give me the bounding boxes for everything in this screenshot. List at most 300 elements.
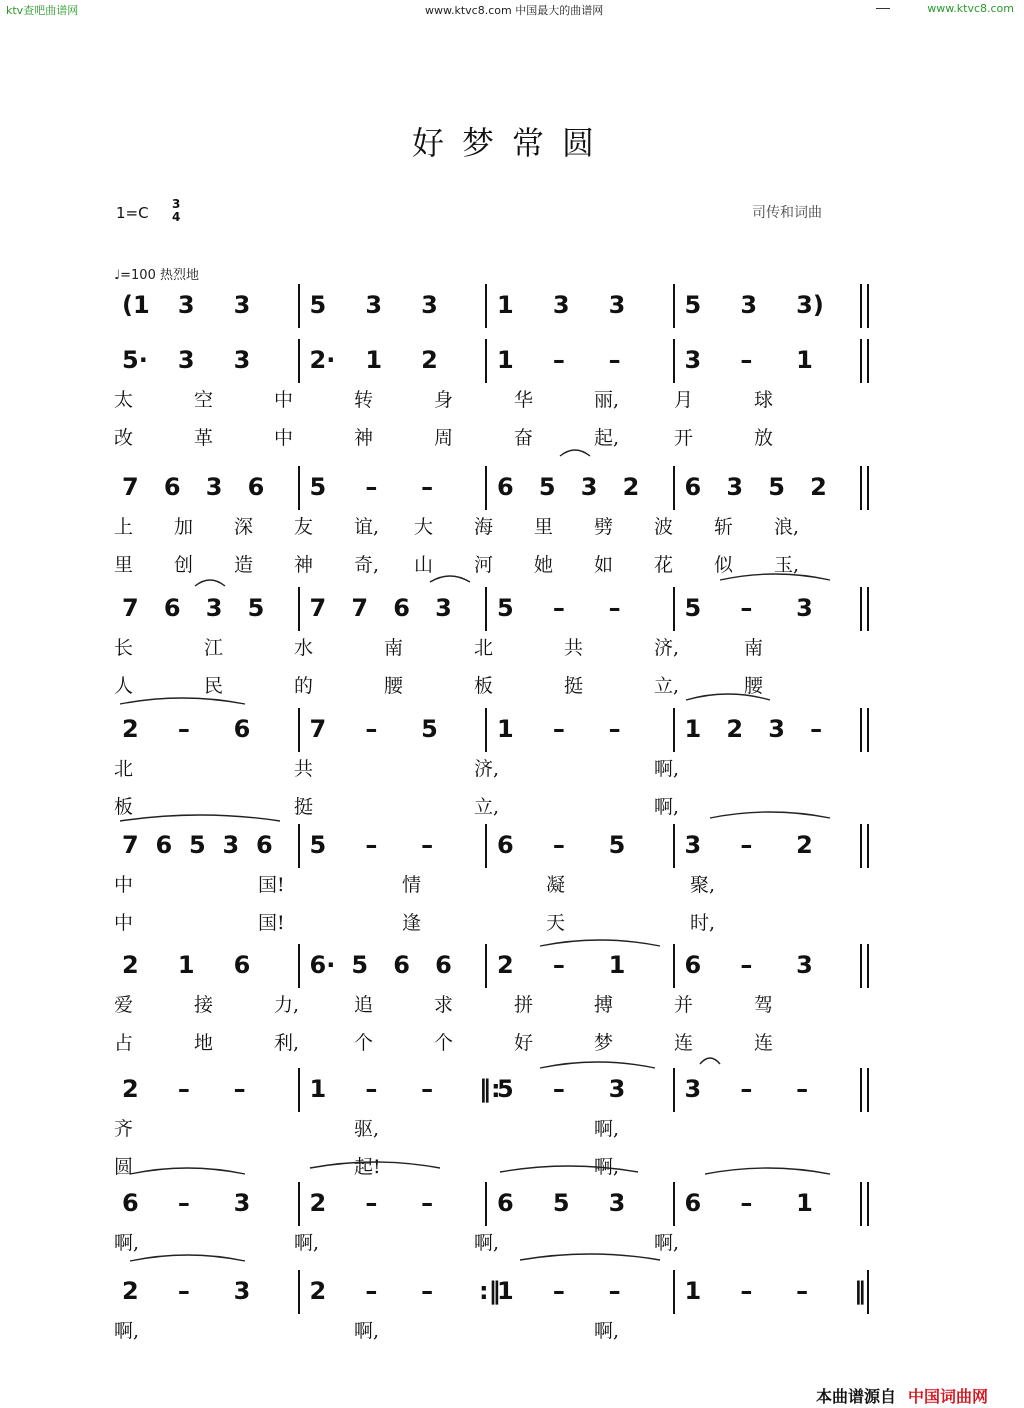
note: 6 xyxy=(435,951,452,979)
note: 7 xyxy=(122,473,139,501)
note: 1 xyxy=(365,346,383,374)
note: 5 xyxy=(768,473,785,501)
note: 1 xyxy=(497,1277,514,1305)
lyric-syllable: 里 xyxy=(534,516,554,538)
lyric-syllable: 南 xyxy=(384,637,404,659)
lyric-syllable: 太 xyxy=(114,389,134,411)
note: – xyxy=(421,473,434,501)
note: 6 xyxy=(122,1189,139,1217)
note: 3 xyxy=(796,594,813,622)
barline xyxy=(860,284,862,328)
lyric-syllable: 搏 xyxy=(594,994,614,1016)
lyric-syllable: 挺 xyxy=(564,675,584,697)
lyric-syllable: 啊, xyxy=(654,796,680,818)
lyric-syllable: 北 xyxy=(474,637,494,659)
barline xyxy=(673,708,675,752)
note: 2 xyxy=(309,1189,327,1217)
note: 3 xyxy=(205,594,223,622)
barline xyxy=(860,1182,862,1226)
barline xyxy=(298,284,300,328)
author-credit: 司传和词曲 xyxy=(752,205,822,221)
barline xyxy=(860,944,862,988)
lyric-syllable: 啊, xyxy=(594,1320,620,1342)
lyric-syllable: 天 xyxy=(546,912,566,934)
barline xyxy=(860,1068,862,1112)
note: – xyxy=(552,715,565,743)
score-row xyxy=(0,830,1024,960)
note: 2 xyxy=(122,1277,139,1305)
lyric-syllable: 好 xyxy=(514,1032,534,1054)
lyric-syllable: 齐 xyxy=(114,1118,134,1140)
note: 2 xyxy=(122,715,139,743)
note: – xyxy=(740,1277,753,1305)
barline xyxy=(673,824,675,868)
tempo-marking: ♩=100 热烈地 xyxy=(114,268,199,283)
note: 5 xyxy=(247,594,265,622)
note: 3 xyxy=(233,1189,251,1217)
note: 6 xyxy=(247,473,265,501)
lyric-syllable: 神 xyxy=(294,554,314,576)
lyric-syllable: 球 xyxy=(754,389,774,411)
lyric-syllable: 凝 xyxy=(546,874,566,896)
note: 5· xyxy=(122,346,148,374)
barline xyxy=(298,339,300,383)
note: 3 xyxy=(365,291,383,319)
lyric-syllable: 啊, xyxy=(594,1156,620,1178)
lyric-syllable: 她 xyxy=(534,554,554,576)
note: 6 xyxy=(163,473,181,501)
lyric-syllable: 浪, xyxy=(774,516,800,538)
lyric-syllable: 驾 xyxy=(754,994,774,1016)
lyric-syllable: 深 xyxy=(234,516,254,538)
lyric-syllable: 丽, xyxy=(594,389,620,411)
note: – xyxy=(365,1075,378,1103)
note: – xyxy=(365,831,378,859)
lyric-syllable: 月 xyxy=(674,389,694,411)
note: 5 xyxy=(552,1189,570,1217)
note: 1 xyxy=(796,346,813,374)
score-row xyxy=(0,950,1024,1080)
note: 3 xyxy=(796,951,813,979)
lyric-syllable: 求 xyxy=(434,994,454,1016)
note: 3 xyxy=(233,291,251,319)
lyric-syllable: 海 xyxy=(474,516,494,538)
barline xyxy=(485,587,487,631)
lyric-syllable: 啊, xyxy=(114,1232,140,1254)
lyric-syllable: 水 xyxy=(294,637,314,659)
lyric-syllable: 的 xyxy=(294,675,314,697)
lyric-syllable: 斩 xyxy=(714,516,734,538)
note: 6 xyxy=(497,1189,514,1217)
footer-source xyxy=(816,1384,988,1407)
footer-site[interactable]: 中国词曲网 xyxy=(908,1387,989,1406)
barline xyxy=(298,824,300,868)
note: 5 xyxy=(309,291,327,319)
lyric-syllable: 里 xyxy=(114,554,134,576)
lyric-syllable: 谊, xyxy=(354,516,380,538)
note: 2· xyxy=(309,346,336,374)
lyric-syllable: 国! xyxy=(258,912,285,934)
lyric-syllable: 中 xyxy=(114,874,134,896)
note: 2 xyxy=(421,346,438,374)
lyric-syllable: 地 xyxy=(194,1032,214,1054)
note: 5 xyxy=(189,831,206,859)
note: 6 xyxy=(684,473,702,501)
note: 3 xyxy=(768,715,785,743)
note: 3 xyxy=(740,291,758,319)
note: 6 xyxy=(393,951,410,979)
note: 2 xyxy=(726,715,744,743)
note: 6 xyxy=(684,951,702,979)
lyric-syllable: 山 xyxy=(414,554,434,576)
time-signature xyxy=(172,198,180,224)
note: 7 xyxy=(122,831,139,859)
lyric-syllable: 啊, xyxy=(594,1118,620,1140)
barline xyxy=(860,587,862,631)
note: 3) xyxy=(796,291,824,319)
lyric-syllable: 开 xyxy=(674,427,694,449)
note-line xyxy=(114,830,884,870)
lyric-syllable: 长 xyxy=(114,637,134,659)
note: 3 xyxy=(684,831,702,859)
score-row xyxy=(0,593,1024,723)
note: – xyxy=(421,1075,434,1103)
note: 5 xyxy=(684,594,702,622)
note: – xyxy=(552,346,565,374)
note: – xyxy=(421,831,434,859)
note: – xyxy=(740,951,753,979)
score-row xyxy=(0,345,1024,475)
note: 6 xyxy=(684,1189,702,1217)
lyric-syllable: 腰 xyxy=(744,675,764,697)
barline xyxy=(860,339,862,383)
note-line xyxy=(114,1188,884,1228)
lyric-syllable: 劈 xyxy=(594,516,614,538)
note: – xyxy=(177,715,190,743)
lyric-syllable: 花 xyxy=(654,554,674,576)
note-line xyxy=(114,593,884,633)
lyric-syllable: 时, xyxy=(690,912,716,934)
lyric-syllable: 中 xyxy=(274,427,294,449)
note: 1 xyxy=(796,1189,813,1217)
barline xyxy=(298,944,300,988)
note-line xyxy=(114,714,884,754)
note: – xyxy=(177,1277,190,1305)
lyric-syllable: 啊, xyxy=(654,1232,680,1254)
lyric-syllable: 挺 xyxy=(294,796,314,818)
lyric-syllable: 利, xyxy=(274,1032,300,1054)
note: 3 xyxy=(684,1075,702,1103)
lyric-syllable: 力, xyxy=(274,994,300,1016)
lyric-syllable: 创 xyxy=(174,554,194,576)
note: – xyxy=(796,1277,809,1305)
barline xyxy=(485,1182,487,1226)
note: – xyxy=(421,1277,434,1305)
barline xyxy=(298,1270,300,1314)
note: – xyxy=(177,1075,190,1103)
lyric-syllable: 起! xyxy=(354,1156,381,1178)
lyric-syllable: 周 xyxy=(434,427,454,449)
note: 7 xyxy=(351,594,369,622)
lyric-syllable: 奇, xyxy=(354,554,380,576)
lyric-syllable: 啊, xyxy=(294,1232,320,1254)
note: – xyxy=(608,1277,621,1305)
lyric-syllable: 驱, xyxy=(354,1118,380,1140)
lyric-syllable: 占 xyxy=(114,1032,134,1054)
note: 3 xyxy=(177,291,195,319)
repeat-barline: ‖: xyxy=(479,1075,501,1103)
lyric-syllable: 啊, xyxy=(474,1232,500,1254)
note: 3 xyxy=(233,346,251,374)
barline xyxy=(298,1182,300,1226)
lyric-syllable: 波 xyxy=(654,516,674,538)
note: 3 xyxy=(222,831,240,859)
note: 3 xyxy=(580,473,598,501)
note: 5 xyxy=(608,831,626,859)
note: 7 xyxy=(122,594,139,622)
lyric-syllable: 改 xyxy=(114,427,134,449)
note: – xyxy=(552,1277,565,1305)
note: 3 xyxy=(684,346,702,374)
note: 3 xyxy=(205,473,223,501)
barline xyxy=(485,284,487,328)
lyric-syllable: 中 xyxy=(274,389,294,411)
lyric-syllable: 啊, xyxy=(654,758,680,780)
lyric-syllable: 玉, xyxy=(774,554,800,576)
note: 5 xyxy=(309,473,327,501)
note: – xyxy=(365,1277,378,1305)
note: 5 xyxy=(351,951,369,979)
lyric-syllable: 板 xyxy=(474,675,494,697)
lyric-syllable: 民 xyxy=(204,675,224,697)
lyric-syllable: 立, xyxy=(654,675,680,697)
lyric-syllable: 啊, xyxy=(354,1320,380,1342)
barline xyxy=(673,587,675,631)
lyric-syllable: 接 xyxy=(194,994,214,1016)
note: – xyxy=(740,346,753,374)
note-line xyxy=(114,1276,884,1316)
barline xyxy=(485,944,487,988)
lyric-syllable: 河 xyxy=(474,554,494,576)
lyric-syllable: 并 xyxy=(674,994,694,1016)
score-row xyxy=(0,714,1024,844)
note: – xyxy=(796,1075,809,1103)
repeat-barline: :‖ xyxy=(479,1277,501,1305)
note: 3 xyxy=(552,291,570,319)
note: 5 xyxy=(309,831,327,859)
lyric-syllable: 放 xyxy=(754,427,774,449)
note: 5 xyxy=(497,594,514,622)
note-line xyxy=(114,345,884,385)
lyric-syllable: 连 xyxy=(674,1032,694,1054)
lyric-syllable: 加 xyxy=(174,516,194,538)
note: 3 xyxy=(435,594,452,622)
lyric-syllable: 上 xyxy=(114,516,134,538)
lyric-syllable: 济, xyxy=(474,758,500,780)
lyric-syllable: 情 xyxy=(402,874,422,896)
meter-bottom: 4 xyxy=(172,210,181,224)
note: 1 xyxy=(684,715,702,743)
note: 1 xyxy=(497,291,514,319)
note: 6 xyxy=(155,831,173,859)
barline xyxy=(673,466,675,510)
note: 3 xyxy=(608,1189,626,1217)
lyric-syllable: 如 xyxy=(594,554,614,576)
header-rule xyxy=(876,8,890,9)
note: 6 xyxy=(256,831,273,859)
lyric-syllable: 人 xyxy=(114,675,134,697)
note: 1 xyxy=(684,1277,702,1305)
note: 2 xyxy=(810,473,827,501)
lyric-syllable: 板 xyxy=(114,796,134,818)
note-line xyxy=(114,950,884,990)
header-right-url[interactable]: www.ktvc8.com xyxy=(927,2,1014,15)
barline xyxy=(485,466,487,510)
note: – xyxy=(177,1189,190,1217)
lyric-syllable: 爱 xyxy=(114,994,134,1016)
lyric-syllable: 友 xyxy=(294,516,314,538)
key-signature: 1=C xyxy=(116,204,149,222)
note: 3 xyxy=(608,1075,626,1103)
lyric-syllable: 共 xyxy=(564,637,584,659)
note: – xyxy=(233,1075,246,1103)
note: 2 xyxy=(122,1075,139,1103)
lyric-syllable: 造 xyxy=(234,554,254,576)
barline xyxy=(673,1270,675,1314)
lyric-syllable: 立, xyxy=(474,796,500,818)
note: 5 xyxy=(684,291,702,319)
note: 2 xyxy=(796,831,813,859)
note: – xyxy=(740,1189,753,1217)
lyric-syllable: 逢 xyxy=(402,912,422,934)
note: – xyxy=(552,951,565,979)
note: 1 xyxy=(497,346,514,374)
note: – xyxy=(365,1189,378,1217)
note: 6 xyxy=(163,594,181,622)
note: 6 xyxy=(497,831,514,859)
barline xyxy=(298,466,300,510)
note: 6 xyxy=(393,594,410,622)
lyric-syllable: 大 xyxy=(414,516,434,538)
header-left-watermark[interactable]: ktv查吧曲谱网 xyxy=(6,4,79,17)
note-line xyxy=(114,472,884,512)
footer-prefix: 本曲谱源自 xyxy=(816,1387,897,1406)
lyric-syllable: 南 xyxy=(744,637,764,659)
note-line xyxy=(114,290,884,330)
note: 3 xyxy=(608,291,626,319)
lyric-syllable: 奋 xyxy=(514,427,534,449)
note: 6 xyxy=(233,951,251,979)
note: 7 xyxy=(309,715,327,743)
note: 5 xyxy=(421,715,438,743)
note: – xyxy=(810,715,823,743)
barline xyxy=(860,466,862,510)
note: 3 xyxy=(177,346,195,374)
lyric-syllable: 江 xyxy=(204,637,224,659)
note: 1 xyxy=(608,951,626,979)
note: – xyxy=(608,346,621,374)
note: 2 xyxy=(309,1277,327,1305)
note: 7 xyxy=(309,594,327,622)
lyric-syllable: 身 xyxy=(434,389,454,411)
lyric-syllable: 腰 xyxy=(384,675,404,697)
note: (1 xyxy=(122,291,150,319)
lyric-syllable: 革 xyxy=(194,427,214,449)
note: – xyxy=(365,473,378,501)
score-row xyxy=(0,472,1024,602)
lyric-syllable: 似 xyxy=(714,554,734,576)
lyric-syllable: 国! xyxy=(258,874,285,896)
lyric-syllable: 共 xyxy=(294,758,314,780)
note: – xyxy=(552,831,565,859)
barline xyxy=(485,824,487,868)
barline xyxy=(860,824,862,868)
barline xyxy=(860,708,862,752)
barline xyxy=(485,708,487,752)
barline xyxy=(485,339,487,383)
lyric-syllable: 空 xyxy=(194,389,214,411)
note: 6 xyxy=(233,715,251,743)
note: 1 xyxy=(177,951,195,979)
note: – xyxy=(608,715,621,743)
lyric-syllable: 中 xyxy=(114,912,134,934)
barline xyxy=(298,1068,300,1112)
note: – xyxy=(552,1075,565,1103)
note-line xyxy=(114,1074,884,1114)
note: 3 xyxy=(233,1277,251,1305)
note: 3 xyxy=(726,473,744,501)
note: 2 xyxy=(497,951,514,979)
barline xyxy=(298,708,300,752)
note: – xyxy=(421,1189,434,1217)
note: 1 xyxy=(309,1075,327,1103)
barline xyxy=(298,587,300,631)
barline xyxy=(673,339,675,383)
repeat-barline: ‖ xyxy=(854,1277,866,1305)
lyric-syllable: 起, xyxy=(594,427,620,449)
score-row xyxy=(0,1074,1024,1204)
lyric-syllable: 追 xyxy=(354,994,374,1016)
barline xyxy=(673,284,675,328)
lyric-syllable: 连 xyxy=(754,1032,774,1054)
note: – xyxy=(608,594,621,622)
note: 2 xyxy=(122,951,139,979)
lyric-syllable: 梦 xyxy=(594,1032,614,1054)
song-title: 好梦常圆 xyxy=(411,124,612,162)
barline xyxy=(673,1068,675,1112)
note: – xyxy=(740,594,753,622)
note: 3 xyxy=(421,291,438,319)
note: 5 xyxy=(497,1075,514,1103)
lyric-syllable: 拼 xyxy=(514,994,534,1016)
lyric-syllable: 济, xyxy=(654,637,680,659)
barline xyxy=(673,1182,675,1226)
lyric-syllable: 圆 xyxy=(114,1156,134,1178)
note: 5 xyxy=(538,473,556,501)
note: – xyxy=(740,831,753,859)
lyric-syllable: 神 xyxy=(354,427,374,449)
lyric-syllable: 个 xyxy=(434,1032,454,1054)
lyric-syllable: 转 xyxy=(354,389,374,411)
note: – xyxy=(552,594,565,622)
lyric-syllable: 华 xyxy=(514,389,534,411)
header-center-text[interactable]: www.ktvc8.com 中国最大的曲谱网 xyxy=(425,4,604,17)
lyric-syllable: 北 xyxy=(114,758,134,780)
lyric-syllable: 聚, xyxy=(690,874,716,896)
lyric-syllable: 啊, xyxy=(114,1320,140,1342)
note: 1 xyxy=(497,715,514,743)
note: – xyxy=(740,1075,753,1103)
